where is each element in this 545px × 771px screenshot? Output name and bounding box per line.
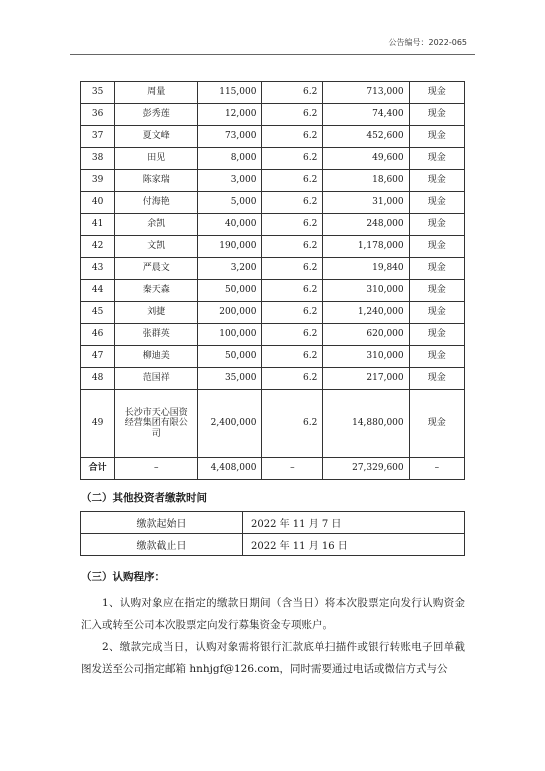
payment-method: 现金: [409, 258, 464, 280]
unit-price: 6.2: [262, 258, 323, 280]
unit-price: 6.2: [262, 126, 323, 148]
unit-price: 6.2: [262, 390, 323, 458]
payment-end-label: 缴款截止日: [81, 534, 243, 556]
payment-method: 现金: [409, 126, 464, 148]
subscription-amount: 620,000: [323, 324, 409, 346]
unit-price: 6.2: [262, 236, 323, 258]
payment-method: 现金: [409, 148, 464, 170]
table-row: [81, 82, 465, 104]
subscription-amount: 310,000: [323, 280, 409, 302]
investor-name: 田见: [115, 148, 198, 170]
table-row: [81, 390, 465, 458]
share-count: 50,000: [198, 280, 262, 302]
row-number: 35: [81, 82, 115, 104]
subscription-amount: 18,600: [323, 170, 409, 192]
investor-name: 周量: [115, 82, 198, 104]
table-row: [81, 148, 465, 170]
subscription-amount: 74,400: [323, 104, 409, 126]
investor-name: 长沙市天心国资经营集团有限公司: [115, 390, 198, 458]
subscription-amount: 14,880,000: [323, 390, 409, 458]
row-number: 41: [81, 214, 115, 236]
share-count: 12,000: [198, 104, 262, 126]
table-row: [81, 512, 465, 534]
share-count: 190,000: [198, 236, 262, 258]
subscription-table: [80, 81, 465, 480]
table-row: [81, 368, 465, 390]
total-amount: 27,329,600: [323, 458, 409, 480]
unit-price: 6.2: [262, 368, 323, 390]
payment-method: 现金: [409, 390, 464, 458]
investor-name: 夏文峰: [115, 126, 198, 148]
share-count: 35,000: [198, 368, 262, 390]
share-count: 200,000: [198, 302, 262, 324]
payment-method: 现金: [409, 346, 464, 368]
header-divider: [70, 54, 475, 55]
investor-name: 柳迪美: [115, 346, 198, 368]
subscription-amount: 713,000: [323, 82, 409, 104]
total-shares: 4,408,000: [198, 458, 262, 480]
table-row: [81, 302, 465, 324]
table-row: [81, 214, 465, 236]
share-count: 3,200: [198, 258, 262, 280]
row-number: 42: [81, 236, 115, 258]
subscription-amount: 310,000: [323, 346, 409, 368]
share-count: 8,000: [198, 148, 262, 170]
total-name-placeholder: –: [115, 458, 198, 480]
table-row: [81, 170, 465, 192]
share-count: 100,000: [198, 324, 262, 346]
share-count: 3,000: [198, 170, 262, 192]
total-method-placeholder: –: [409, 458, 464, 480]
subscription-amount: 452,600: [323, 126, 409, 148]
procedure-paragraph-2: 2、缴款完成当日，认购对象需将银行汇款底单扫描件或银行转账电子回单截图发送至公司指定邮箱 hnhjgf@126.com，同时需要通过电话或微信方式与公: [81, 641, 465, 675]
subscription-amount: 1,240,000: [323, 302, 409, 324]
share-count: 50,000: [198, 346, 262, 368]
payment-method: 现金: [409, 302, 464, 324]
table-row: [81, 324, 465, 346]
share-count: 115,000: [198, 82, 262, 104]
payment-method: 现金: [409, 214, 464, 236]
investor-name: 余凯: [115, 214, 198, 236]
payment-method: 现金: [409, 236, 464, 258]
investor-name: 张群英: [115, 324, 198, 346]
section-title-payment-time: （二）其他投资者缴款时间: [81, 492, 207, 504]
payment-time-table: [80, 511, 465, 556]
row-number: 49: [81, 390, 115, 458]
announcement-number: 公告编号：2022-065: [388, 38, 467, 47]
row-number: 36: [81, 104, 115, 126]
payment-start-label: 缴款起始日: [81, 512, 243, 534]
row-number: 39: [81, 170, 115, 192]
investor-name: 严晨文: [115, 258, 198, 280]
table-row: [81, 346, 465, 368]
table-row: [81, 258, 465, 280]
unit-price: 6.2: [262, 280, 323, 302]
share-count: 73,000: [198, 126, 262, 148]
unit-price: 6.2: [262, 214, 323, 236]
share-count: 40,000: [198, 214, 262, 236]
row-number: 45: [81, 302, 115, 324]
subscription-amount: 1,178,000: [323, 236, 409, 258]
payment-start-value: 2022 年 11 月 7 日: [243, 512, 465, 534]
table-row: [81, 236, 465, 258]
procedure-paragraph-1: 1、认购对象应在指定的缴款日期间（含当日）将本次股票定向发行认购资金汇入或转至公司本次股票定向发行募集资金专项账户。: [81, 597, 465, 631]
unit-price: 6.2: [262, 82, 323, 104]
investor-name: 陈家瑞: [115, 170, 198, 192]
row-number: 44: [81, 280, 115, 302]
unit-price: 6.2: [262, 170, 323, 192]
investor-name: 付海艳: [115, 192, 198, 214]
row-number: 37: [81, 126, 115, 148]
table-row: [81, 126, 465, 148]
investor-name: 刘捷: [115, 302, 198, 324]
payment-method: 现金: [409, 324, 464, 346]
unit-price: 6.2: [262, 302, 323, 324]
total-price-placeholder: –: [262, 458, 323, 480]
investor-name: 彭秀莲: [115, 104, 198, 126]
unit-price: 6.2: [262, 104, 323, 126]
unit-price: 6.2: [262, 346, 323, 368]
payment-method: 现金: [409, 170, 464, 192]
unit-price: 6.2: [262, 192, 323, 214]
investor-name: 范国祥: [115, 368, 198, 390]
section-title-procedure: （三）认购程序：: [81, 571, 165, 583]
unit-price: 6.2: [262, 324, 323, 346]
table-row: [81, 104, 465, 126]
total-row: [81, 458, 465, 480]
payment-method: 现金: [409, 104, 464, 126]
subscription-amount: 19,840: [323, 258, 409, 280]
table-row: [81, 534, 465, 556]
subscription-amount: 31,000: [323, 192, 409, 214]
investor-name: 秦天森: [115, 280, 198, 302]
total-label: 合计: [81, 458, 115, 480]
subscription-amount: 49,600: [323, 148, 409, 170]
subscription-amount: 217,000: [323, 368, 409, 390]
row-number: 48: [81, 368, 115, 390]
payment-method: 现金: [409, 280, 464, 302]
table-row: [81, 192, 465, 214]
unit-price: 6.2: [262, 148, 323, 170]
investor-name: 文凯: [115, 236, 198, 258]
payment-method: 现金: [409, 192, 464, 214]
payment-method: 现金: [409, 368, 464, 390]
row-number: 43: [81, 258, 115, 280]
share-count: 5,000: [198, 192, 262, 214]
row-number: 46: [81, 324, 115, 346]
payment-method: 现金: [409, 82, 464, 104]
share-count: 2,400,000: [198, 390, 262, 458]
row-number: 47: [81, 346, 115, 368]
row-number: 38: [81, 148, 115, 170]
table-row: [81, 280, 465, 302]
payment-end-value: 2022 年 11 月 16 日: [243, 534, 465, 556]
row-number: 40: [81, 192, 115, 214]
subscription-amount: 248,000: [323, 214, 409, 236]
